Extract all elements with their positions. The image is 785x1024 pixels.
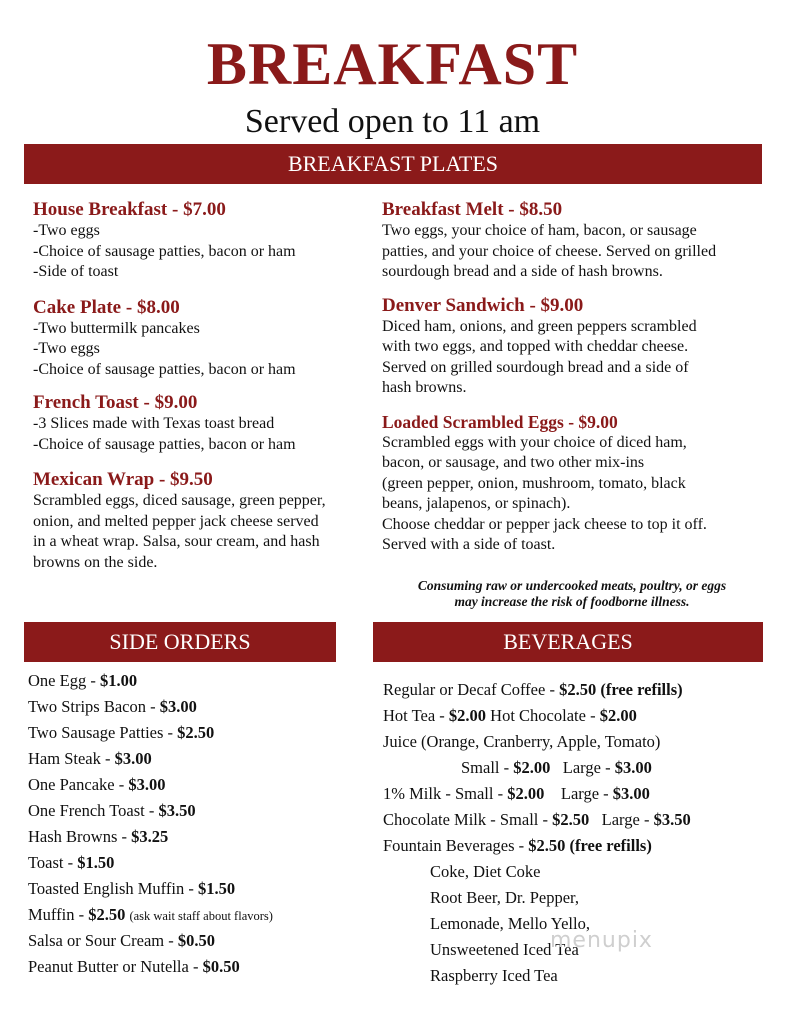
menu-item: House Breakfast - $7.00 -Two eggs -Choice of sausage patties, bacon or ham -Side of toast [33,199,373,283]
menu-title: BREAKFAST [206,31,579,97]
list-item: Regular or Decaf Coffee - $2.50 (free refills) [383,680,683,699]
section-header-sides: SIDE ORDERS [24,622,336,662]
list-item: Salsa or Sour Cream - $0.50 [28,931,215,950]
section-header-plates: BREAKFAST PLATES [24,144,762,184]
list-item: Unsweetened Iced Tea [430,940,579,959]
item-desc-line: Two eggs, your choice of ham, bacon, or sausage [382,222,697,239]
list-item: Raspberry Iced Tea [430,966,558,985]
menu-item: Cake Plate - $8.00 -Two buttermilk pancakes -Two eggs -Choice of sausage patties, bacon or ham [33,297,373,381]
section-header-beverages: BEVERAGES [373,622,763,662]
item-desc-line: -Two eggs [33,222,100,239]
list-item: One Pancake - $3.00 [28,775,166,794]
list-item: Coke, Diet Coke [430,862,541,881]
item-price: $8.00 [136,296,180,318]
item-desc-line: browns on the side. [33,553,158,571]
item-price: $9.50 [170,469,213,490]
item-name: Denver Sandwich [382,294,525,316]
list-item: Muffin - $2.50 (ask wait staff about flavors) [28,905,273,924]
menu-subtitle: Served open to 11 am [244,103,541,140]
item-desc-line: Served on grilled sourdough bread and a side of [382,358,689,376]
list-item: Ham Steak - $3.00 [28,749,152,768]
list-item: Fountain Beverages - $2.50 (free refills) [383,836,652,855]
item-price: $8.50 [519,199,563,220]
item-desc-line: Choose cheddar or pepper jack cheese to top it off. [382,515,707,533]
watermark: menupix [550,928,653,953]
list-item: Juice (Orange, Cranberry, Apple, Tomato) [383,732,661,751]
item-desc-line: onion, and melted pepper jack cheese served [33,512,319,530]
plates-right-column [382,199,767,568]
item-name: French Toast [33,392,139,413]
item-desc-line: hash browns. [382,379,467,396]
list-item: Chocolate Milk - Small - $2.50 Large - $3.50 [383,810,691,829]
list-item: Root Beer, Dr. Pepper, [430,888,579,907]
item-desc-line: -Choice of sausage patties, bacon or ham [33,435,296,453]
item-desc-line: Served with a side of toast. [382,536,556,553]
item-price: $9.00 [578,411,618,432]
item-desc-line: (green pepper, onion, mushroom, tomato, black [382,474,686,492]
item-desc-line: Scrambled eggs, diced sausage, green pepper, [33,492,326,509]
item-desc-line: -Choice of sausage patties, bacon or ham [33,360,296,378]
item-desc-line: in a wheat wrap. Salsa, sour cream, and hash [33,533,320,550]
item-name: House Breakfast [33,199,168,220]
list-item: One French Toast - $3.50 [28,801,196,820]
list-item: Hot Tea - $2.00 Hot Chocolate - $2.00 [383,706,637,725]
item-price: $7.00 [183,199,226,220]
item-price: $9.00 [154,392,198,413]
side-orders-list [28,668,358,980]
item-desc-line: bacon, or sausage, and two other mix-ins [382,454,645,471]
list-item: Hash Browns - $3.25 [28,827,169,846]
item-name: Loaded Scrambled Eggs [382,411,564,432]
list-item: Lemonade, Mello Yello, [430,914,590,933]
menu-item: Denver Sandwich - $9.00 Diced ham, onions, and green peppers scrambled with two eggs, and topped with cheddar cheese. Served on grilled sourdough bread and a side of hash browns. [382,295,767,399]
list-item: Toasted English Muffin - $1.50 [28,879,236,898]
plates-left-column [33,199,373,585]
menu-item: French Toast - $9.00 -3 Slices made with Texas toast bread -Choice of sausage patties, bacon or ham [33,392,373,455]
list-item: Two Sausage Patties - $2.50 [28,723,215,742]
item-desc-line: Scrambled eggs with your choice of diced ham, [382,433,687,451]
item-desc-line: -Two buttermilk pancakes [33,319,200,337]
list-item: Small - $2.00 Large - $3.00 [461,758,652,777]
list-item: One Egg - $1.00 [28,671,138,690]
menu-item: Mexican Wrap - $9.50 Scrambled eggs, diced sausage, green pepper, onion, and melted pepper jack cheese served in a wheat wrap. Salsa, sour cream, and hash browns on the side. [33,469,373,573]
item-desc-line: -3 Slices made with Texas toast bread [33,415,275,432]
item-name: Breakfast Melt [382,199,504,220]
item-desc-line: beans, jalapenos, or spinach). [382,495,571,512]
menu-item: Breakfast Melt - $8.50 Two eggs, your choice of ham, bacon, or sausage patties, and your choice of cheese. Served on grilled sourdough bread and a side of hash browns. [382,199,767,283]
food-safety-warning: Consuming raw or undercooked meats, poultry, or eggs may increase the risk of foodborne illness. [417,578,727,609]
item-desc-line: patties, and your choice of cheese. Served on grilled [382,242,717,260]
item-desc-line: -Two eggs [33,340,100,357]
item-name: Cake Plate [33,296,122,318]
list-item: 1% Milk - Small - $2.00 Large - $3.00 [383,784,650,803]
item-desc-line: sourdough bread and a side of hash browns. [382,263,663,280]
item-desc-line: -Side of toast [33,263,119,280]
list-item: Toast - $1.50 [28,853,115,872]
list-item: Two Strips Bacon - $3.00 [28,697,197,716]
item-desc-line: -Choice of sausage patties, bacon or ham [33,242,296,260]
menu-item: Loaded Scrambled Eggs - $9.00 Scrambled eggs with your choice of diced ham, bacon, or sausage, and two other mix-ins (green pepper, onion, mushroom, tomato, black beans, jalapenos, or spinach). Choose cheddar or pepper jack cheese to top it off. Served with a side of toast. [382,411,767,556]
list-item: Peanut Butter or Nutella - $0.50 [28,957,240,976]
item-desc-line: with two eggs, and topped with cheddar cheese. [382,338,689,355]
item-price: $9.00 [540,294,584,316]
item-name: Mexican Wrap [33,469,155,490]
item-desc-line: Diced ham, onions, and green peppers scrambled [382,317,697,335]
